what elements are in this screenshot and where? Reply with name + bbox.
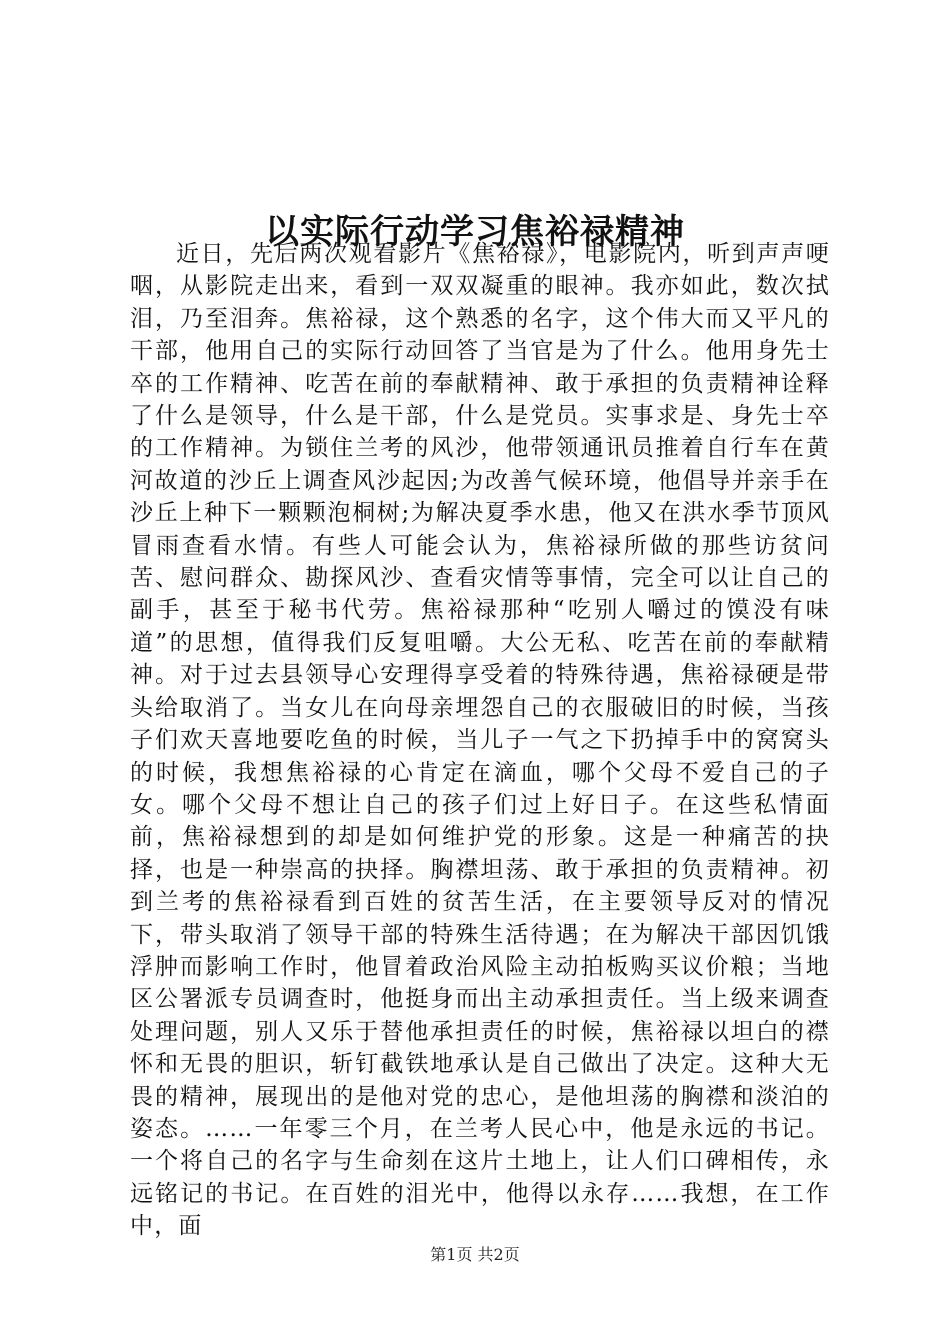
document-title: 以实际行动学习焦裕禄精神 — [265, 211, 685, 252]
page-number: 第1页 共2页 — [430, 1245, 520, 1264]
document-body: 近日，先后两次观看影片《焦裕禄》，电影院内，听到声声哽咽，从影院走出来，看到一双双凝重的眼神。我亦如此，数次拭泪，乃至泪奔。焦裕禄，这个熟悉的名字，这个伟大而又平凡的干部，他用自己的实际行动回答了当官是为了什么。他用身先士卒的工作精神、吃苦在前的奉献精神、敢于承担的负责精神诠释了什么是领导，什么是干部，什么是党员。实事求是、身先士卒的工作精神。为锁住兰考的风沙，他带领通讯员推着自行车在黄河故道的沙丘上调查风沙起因;为改善气候环境，他倡导并亲手在沙丘上种下一颗颗泡桐树;为解决夏季水患，他又在洪水季节顶风冒雨查看水情。有些人可能会认为，焦裕禄所做的那些访贫问苦、慰问群众、勘探风沙、查看灾情等事情，完全可以让自己的副手，甚至于秘书代劳。焦裕禄那种“吃别人嚼过的馍没有味道”的思想，值得我们反复咀嚼。大公无私、吃苦在前的奉献精神。对于过去县领导心安理得享受着的特殊待遇，焦裕禄硬是带头给取消了。当女儿在向母亲埋怨自己的衣服破旧的时候，当孩子们欢天喜地要吃鱼的时候，当儿子一气之下扔掉手中的窝窝头的时候，我想焦裕禄的心肯定在滴血，哪个父母不爱自己的子女。哪个父母不想让自己的孩子们过上好日子。在这些私情面前，焦裕禄想到的却是如何维护党的形象。这是一种痛苦的抉择，也是一种崇高的抉择。胸襟坦荡、敢于承担的负责精神。初到兰考的焦裕禄看到百姓的贫苦生活，在主要领导反对的情况下，带头取消了领导干部的特殊生活待遇；在为解决干部因饥饿浮肿而影响工作时，他冒着政治风险主动拍板购买议价粮；当地区公署派专员调查时，他挺身而出主动承担责任。当上级来调查处理问题，别人又乐于替他承担责任的时候，焦裕禄以坦白的襟怀和无畏的胆识，斩钉截铁地承认是自己做出了决定。这种大无畏的精神，展现出的是他对党的忠心，是他坦荡的胸襟和淡泊的姿态。……一年零三个月，在兰考人民心中，他是永远的书记。一个将自己的名字与生命刻在这片土地上，让人们口碑相传，永远铭记的书记。在百姓的泪光中，他得以永存……我想，在工作中，面 — [130, 241, 830, 1240]
